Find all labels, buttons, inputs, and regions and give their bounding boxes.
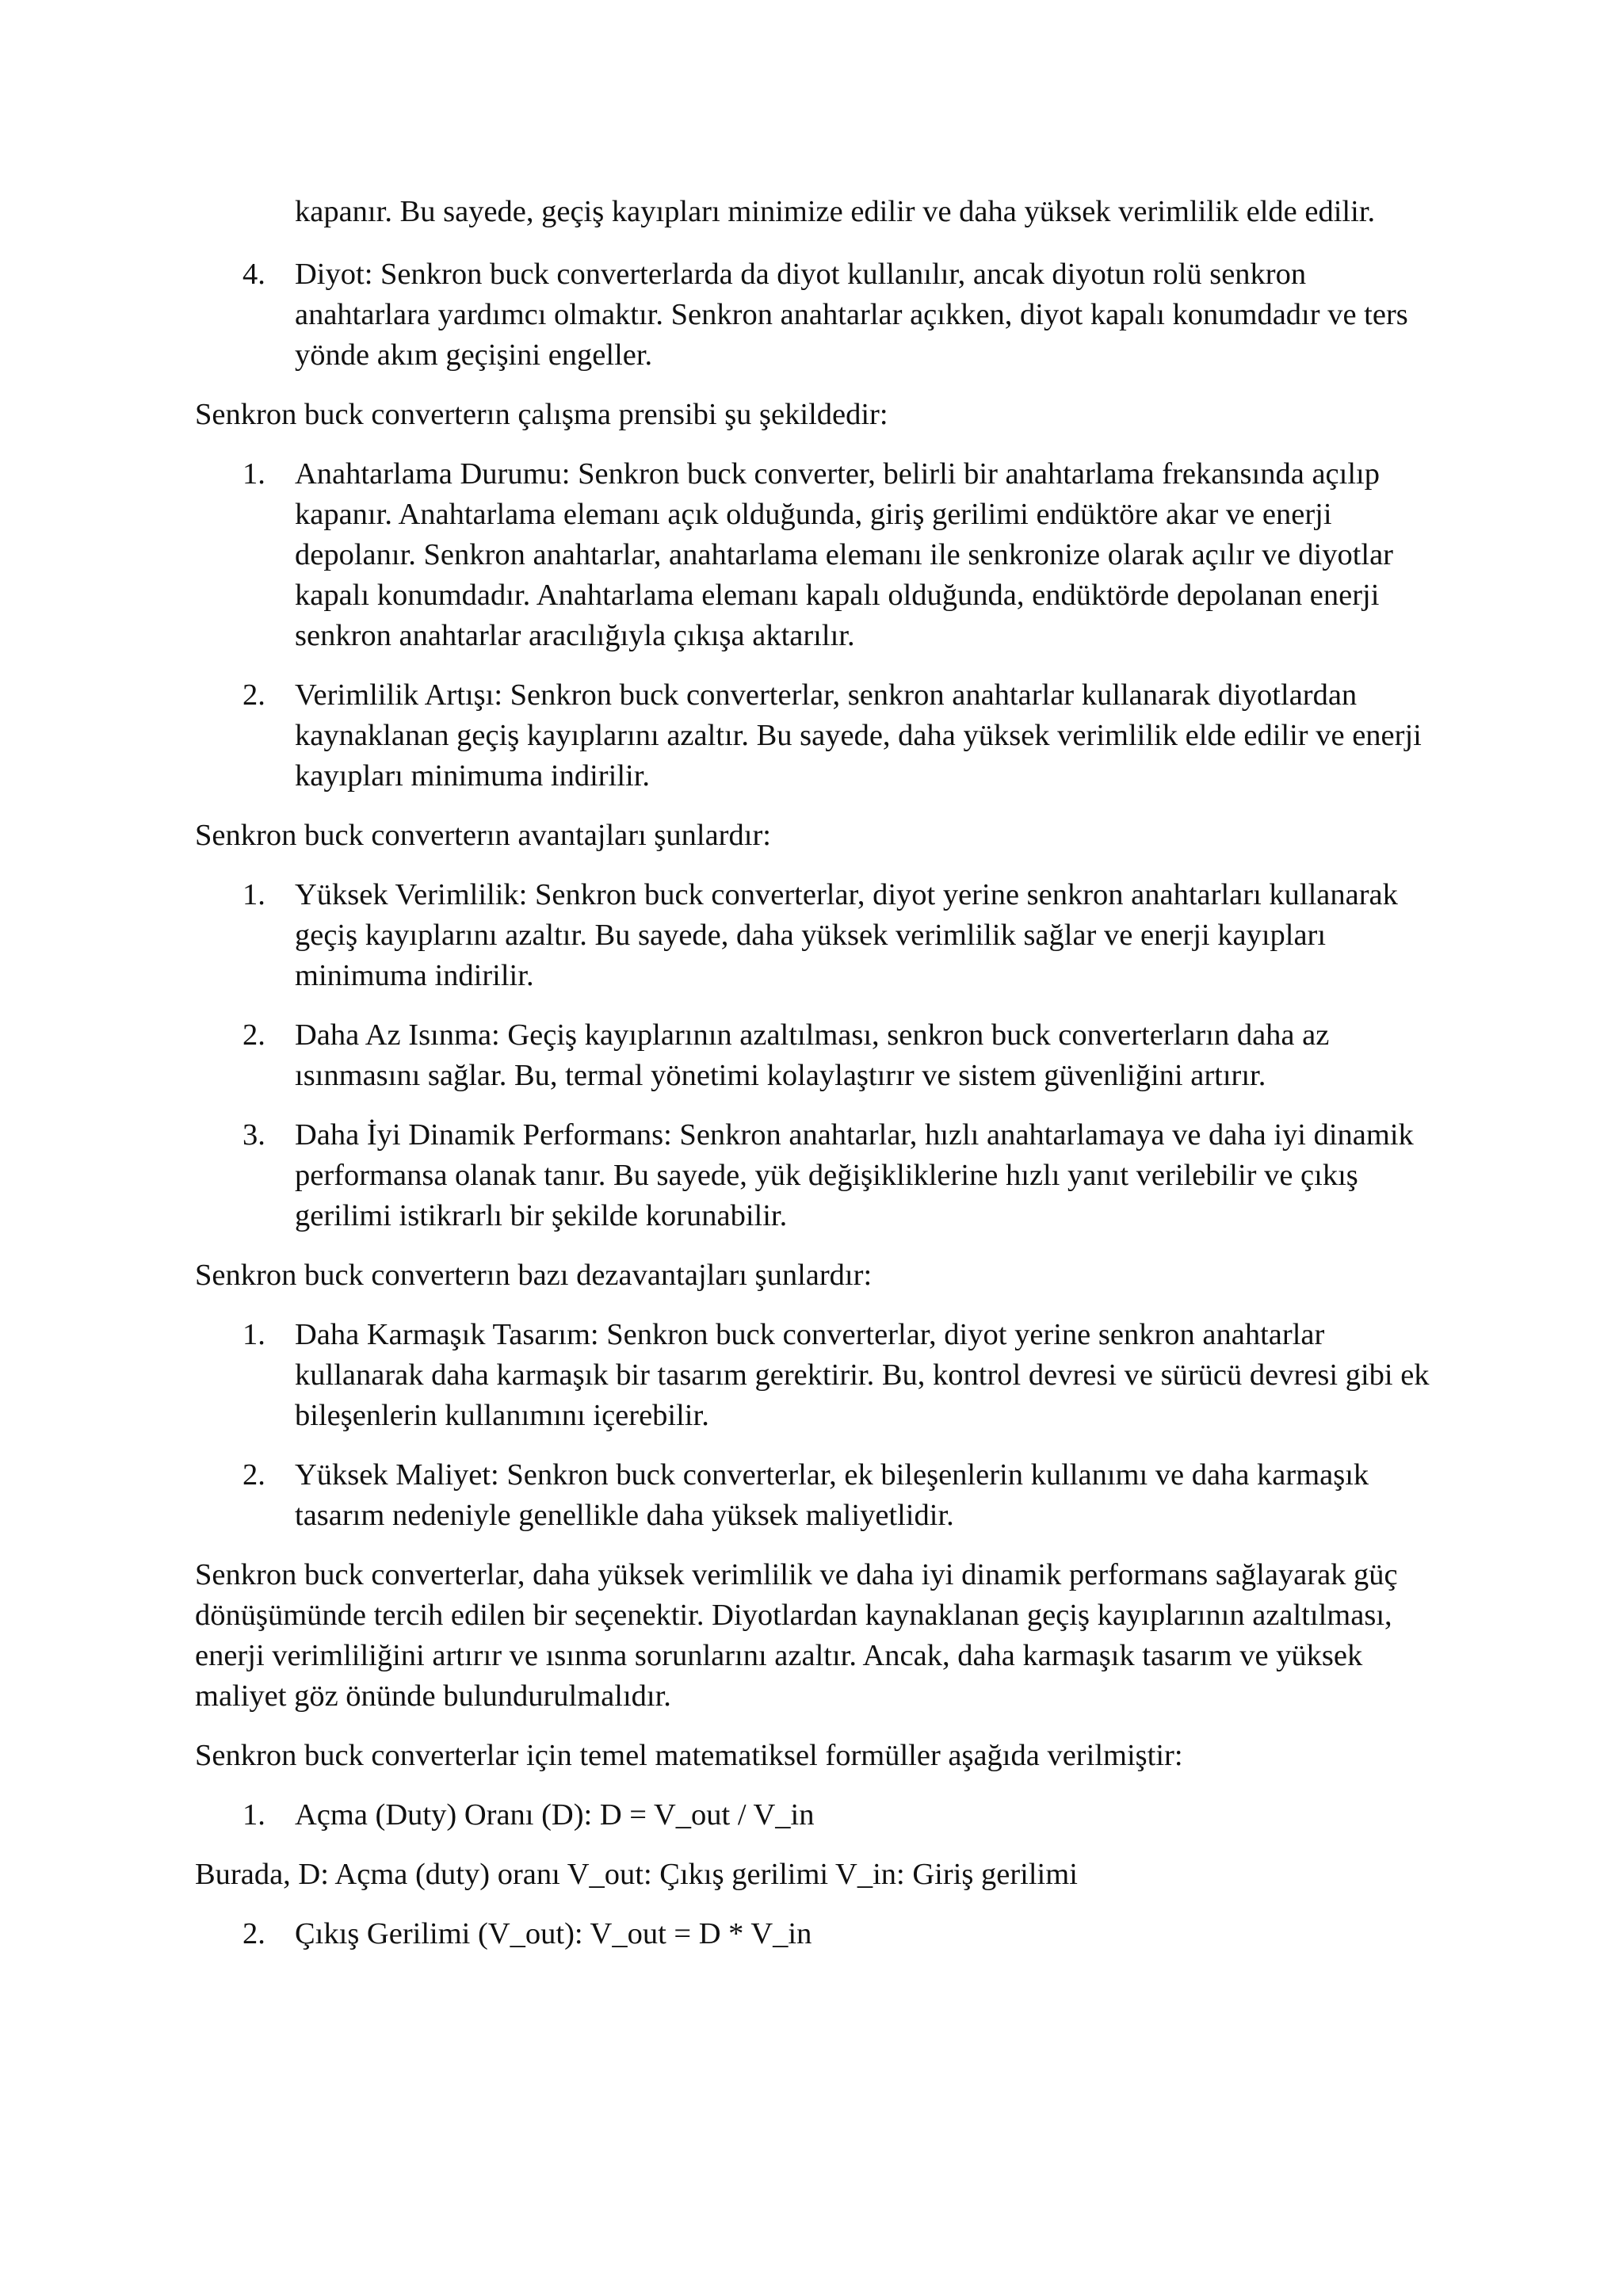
paragraph: Senkron buck converterın çalışma prensibi şu şekildedir: [195,398,888,431]
list-item-text: Daha Az Isınma: Geçiş kayıplarının azaltılması, senkron buck converterların daha az ısınmasını sağlar. Bu, termal yönetimi kolaylaştırır ve sistem güvenliğini artırır. [295,1018,1330,1092]
list-item [195,454,1447,656]
list-number: 2. [242,1018,265,1052]
list-item-text: Daha Karmaşık Tasarım: Senkron buck converterlar, diyot yerine senkron anahtarlar kullanarak daha karmaşık bir tasarım gerektirir. Bu, kontrol devresi ve sürücü devresi gibi ek bileşenlerin kullanımını içerebilir. [295,1318,1430,1432]
list-item-text: Diyot: Senkron buck converterlarda da diyot kullanılır, ancak diyotun rolü senkron anahtarlara yardımcı olmaktır. Senkron anahtarlar açıkken, diyot kapalı konumdadır ve ters yönde akım geçişini engeller. [295,258,1408,372]
paragraph: Senkron buck converterlar, daha yüksek verimlilik ve daha iyi dinamik performans sağlayarak güç dönüşümünde tercih edilen bir seçenektir. Diyotlardan kaynaklanan geçiş kayıplarının azaltılması, enerji verimliliğini artırır ve ısınma sorunlarını azaltır. Ancak, daha karmaşık tasarım ve yüksek maliyet göz önünde bulundurulmalıdır. [195,1558,1398,1713]
paragraph-text: kapanır. Bu sayede, geçiş kayıpları minimize edilir ve daha yüksek verimlilik elde edilir. [295,195,1376,228]
list-item-text: Yüksek Verimlilik: Senkron buck converterlar, diyot yerine senkron anahtarları kullanarak geçiş kayıplarını azaltır. Bu sayede, daha yüksek verimlilik sağlar ve enerji kayıpları minimuma indirilir. [295,878,1398,992]
paragraph: Burada, D: Açma (duty) oranı V_out: Çıkış gerilimi V_in: Giriş gerilimi [195,1858,1078,1891]
list-number: 1. [242,878,265,911]
list-item [195,1315,1447,1436]
list-number: 1. [242,457,265,491]
list-item-text: Anahtarlama Durumu: Senkron buck converter, belirli bir anahtarlama frekansında açılıp kapanır. Anahtarlama elemanı açık olduğunda, giriş gerilimi endüktöre akar ve enerji depolanır. Senkron anahtarlar, anahtarlama elemanı ile senkronize olarak açılır ve diyotlar kapalı konumdadır. Anahtarlama elemanı kapalı olduğunda, endüktörde depolanan enerji senkron anahtarlar aracılığıyla çıkışa aktarılır. [295,457,1393,652]
list-item [195,254,1447,376]
list-item-text: Yüksek Maliyet: Senkron buck converterlar, ek bileşenlerin kullanımı ve daha karmaşık tasarım nedeniyle genellikle daha yüksek maliyetlidir. [295,1458,1369,1532]
list-item [195,1455,1447,1536]
list-number: 2. [242,678,265,712]
list-item [195,1115,1447,1236]
list-item [195,1914,1447,1954]
list-item [195,875,1447,996]
list-number: 2. [242,1458,265,1492]
list-number: 4. [242,258,265,291]
list-item [195,1795,1447,1836]
list-number: 1. [242,1318,265,1351]
list-item-text: Daha İyi Dinamik Performans: Senkron anahtarlar, hızlı anahtarlamaya ve daha iyi dinamik performansa olanak tanır. Bu sayede, yük değişikliklerine hızlı yanıt verilebilir ve çıkış gerilimi istikrarlı bir şekilde korunabilir. [295,1118,1414,1232]
paragraph: Senkron buck converterın bazı dezavantajları şunlardır: [195,1259,873,1292]
document-page [195,192,1447,1973]
list-item [195,675,1447,797]
list-item-text: Çıkış Gerilimi (V_out): V_out = D * V_in [295,1917,812,1950]
list-item-continuation [195,192,1447,232]
list-item-text: Verimlilik Artışı: Senkron buck converterlar, senkron anahtarlar kullanarak diyotlardan kaynaklanan geçiş kayıplarını azaltır. Bu sayede, daha yüksek verimlilik elde edilir ve enerji kayıpları minimuma indirilir. [295,678,1422,793]
list-number: 3. [242,1118,265,1152]
list-item [195,1015,1447,1096]
list-number: 2. [242,1917,265,1950]
paragraph: Senkron buck converterlar için temel matematiksel formüller aşağıda verilmiştir: [195,1739,1183,1772]
paragraph: Senkron buck converterın avantajları şunlardır: [195,819,771,852]
list-item-text: Açma (Duty) Oranı (D): D = V_out / V_in [295,1798,815,1832]
list-number: 1. [242,1798,265,1832]
